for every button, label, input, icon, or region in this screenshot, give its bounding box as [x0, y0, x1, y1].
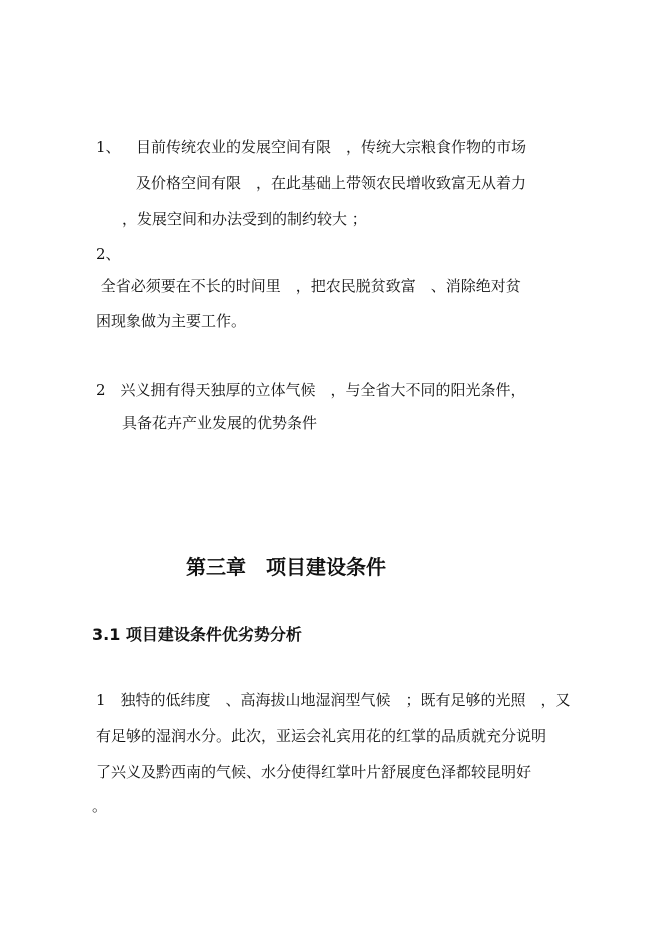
- item-1-number: 1、: [96, 138, 121, 156]
- paragraph-line-2: 有足够的湿润水分。此次，亚运会礼宾用花的红掌的品质就充分说明: [96, 727, 547, 745]
- paragraph-line-4: 。: [92, 797, 108, 815]
- item-2-number: 2、: [96, 245, 121, 263]
- item-3-line-2: 具备花卉产业发展的优势条件: [122, 414, 318, 432]
- section-title: 3.1 项目建设条件优劣势分析: [92, 625, 302, 644]
- item-1-line-2: 及价格空间有限 ，在此基础上带领农民增收致富无从着力: [136, 174, 527, 192]
- item-1-line-3: ，发展空间和办法受到的制约较大 ；: [122, 210, 367, 228]
- paragraph-line-1: 1 独特的低纬度 、高海拔山地湿润型气候 ；既有足够的光照 ，又: [96, 691, 571, 709]
- chapter-title: 第三章 项目建设条件: [186, 555, 386, 579]
- paragraph-line-3: 了兴义及黔西南的气候、水分使得红掌叶片舒展度色泽都较昆明好: [96, 763, 532, 781]
- item-2-line-1: 全省必须要在不长的时间里 ，把农民脱贫致富 、消除绝对贫: [96, 277, 521, 295]
- item-3-line-1: 2 兴义拥有得天独厚的立体气候 ，与全省大不同的阳光条件，: [96, 381, 526, 399]
- item-2-line-2: 困现象做为主要工作。: [96, 312, 247, 330]
- item-1-line-1: 目前传统农业的发展空间有限 ，传统大宗粮食作物的市场: [136, 138, 527, 156]
